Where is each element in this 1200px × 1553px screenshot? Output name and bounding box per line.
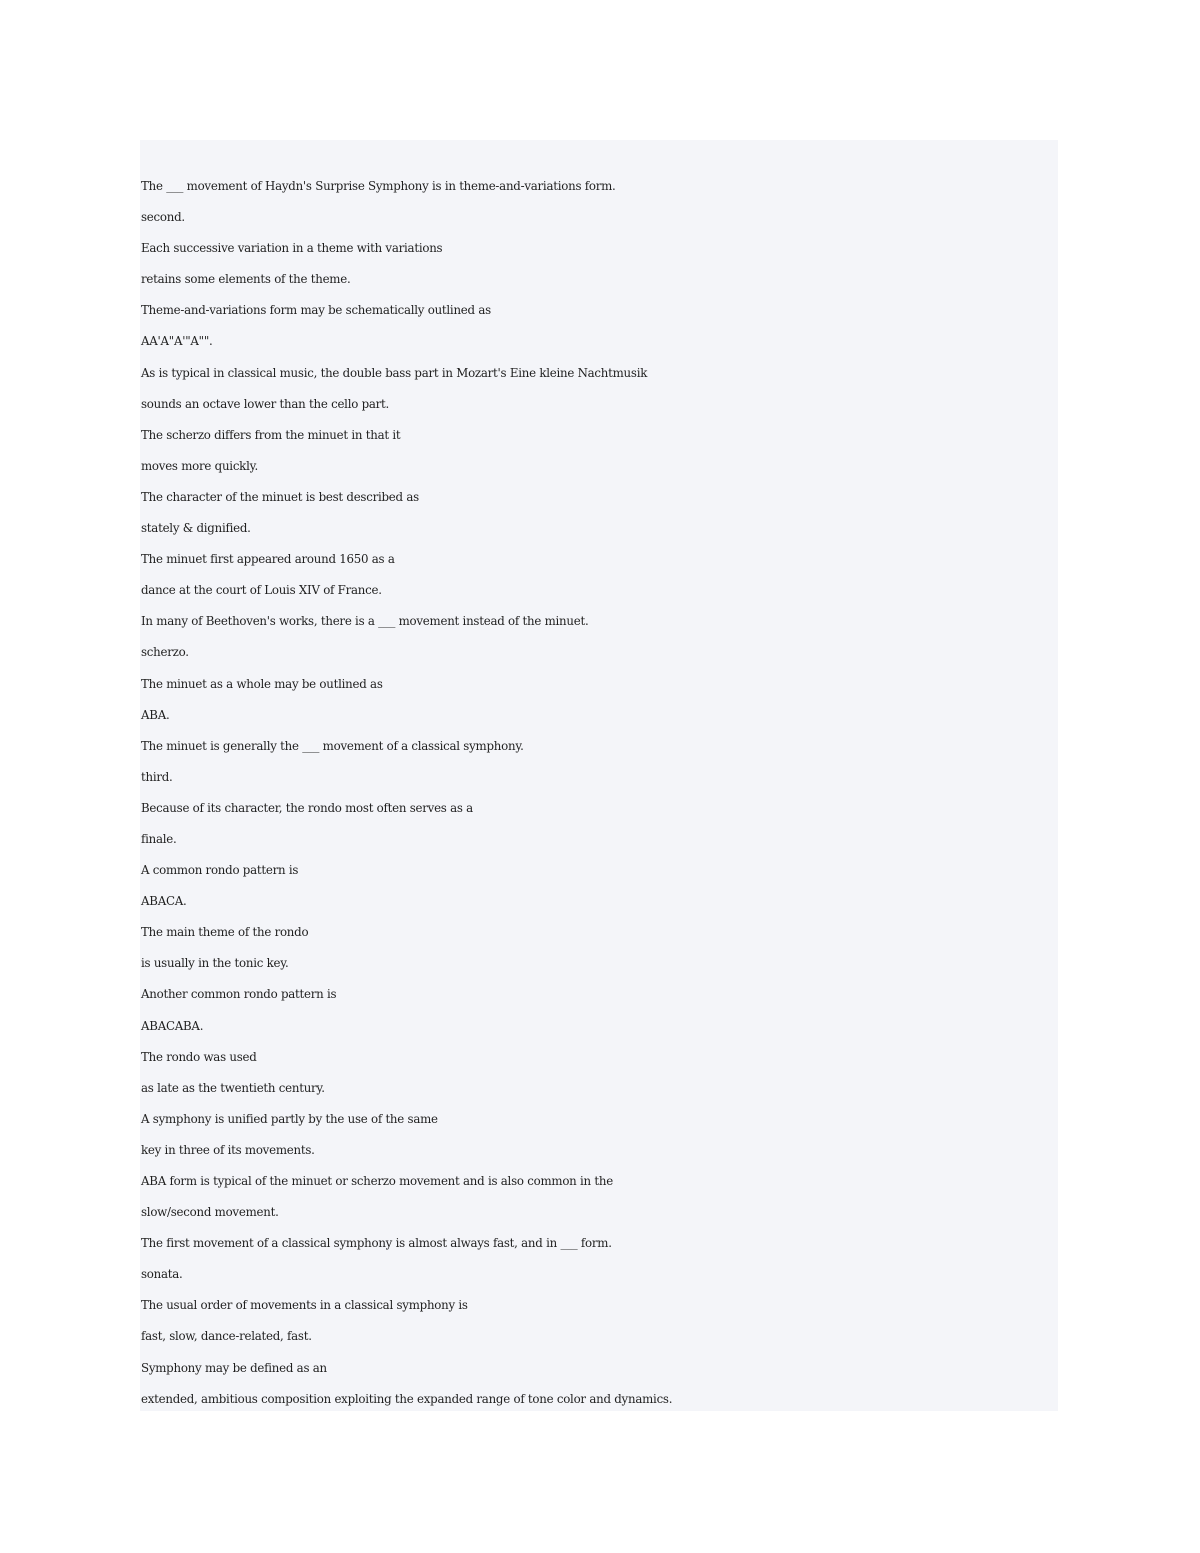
flashcard-term: The scherzo differs from the minuet in that it [141, 427, 401, 442]
flashcard-definition: sonata. [141, 1267, 183, 1282]
flashcard-definition: moves more quickly. [141, 458, 258, 473]
flashcard-item [140, 544, 1058, 606]
flashcard-definition: dance at the court of Louis XIV of France. [141, 583, 382, 598]
flashcard-term: Symphony may be defined as an [141, 1360, 327, 1375]
flashcard-term: A symphony is unified partly by the use of the same [141, 1111, 438, 1126]
flashcard-item [140, 233, 1058, 295]
flashcard-item [140, 358, 1058, 420]
flashcard-definition: stately & dignified. [141, 521, 251, 536]
flashcard-item [140, 295, 1058, 357]
flashcard-term: The main theme of the rondo [141, 925, 309, 940]
flashcard-item [140, 606, 1058, 668]
flashcard-item [140, 731, 1058, 793]
flashcard-item [140, 1290, 1058, 1352]
flashcard-item [140, 1353, 1058, 1415]
flashcard-item [140, 1104, 1058, 1166]
flashcard-definition: scherzo. [141, 645, 189, 660]
flashcard-definition: fast, slow, dance-related, fast. [141, 1329, 312, 1344]
flashcard-definition: finale. [141, 831, 177, 846]
flashcard-definition: as late as the twentieth century. [141, 1080, 325, 1095]
flashcard-item [140, 1228, 1058, 1290]
flashcard-item [140, 979, 1058, 1041]
flashcard-term: A common rondo pattern is [141, 863, 299, 878]
flashcard-definition: second. [141, 210, 185, 225]
flashcard-term: Each successive variation in a theme with variations [141, 241, 443, 256]
flashcard-term: The usual order of movements in a classical symphony is [141, 1298, 468, 1313]
flashcard-term: The minuet first appeared around 1650 as a [141, 552, 395, 567]
flashcard-definition: is usually in the tonic key. [141, 956, 289, 971]
flashcard-definition: extended, ambitious composition exploiting the expanded range of tone color and dynamics. [141, 1391, 673, 1406]
flashcard-definition: sounds an octave lower than the cello part. [141, 396, 390, 411]
flashcard-item [140, 669, 1058, 731]
flashcard-definition: ABACA. [141, 894, 187, 909]
flashcard-term: The rondo was used [141, 1049, 257, 1064]
flashcard-term: The first movement of a classical symphony is almost always fast, and in ___ form. [141, 1236, 612, 1251]
flashcard-term: The character of the minuet is best described as [141, 489, 419, 504]
flashcard-item [140, 420, 1058, 482]
flashcard-definition: key in three of its movements. [141, 1142, 315, 1157]
flashcard-definition: slow/second movement. [141, 1205, 279, 1220]
flashcard-term: In many of Beethoven's works, there is a ___ movement instead of the minuet. [141, 614, 589, 629]
flashcard-definition: ABACABA. [141, 1018, 204, 1033]
flashcard-item [140, 1042, 1058, 1104]
flashcard-text-panel [140, 140, 1058, 1411]
flashcard-item [140, 1166, 1058, 1228]
flashcard-item [140, 917, 1058, 979]
flashcard-term: Because of its character, the rondo most often serves as a [141, 800, 473, 815]
flashcard-item [140, 171, 1058, 233]
flashcard-term: Theme-and-variations form may be schematically outlined as [141, 303, 491, 318]
flashcard-term: The minuet as a whole may be outlined as [141, 676, 383, 691]
flashcard-term: Another common rondo pattern is [141, 987, 337, 1002]
flashcard-term: ABA form is typical of the minuet or scherzo movement and is also common in the [141, 1174, 613, 1188]
flashcard-item [140, 855, 1058, 917]
flashcard-item [140, 793, 1058, 855]
flashcard-definition: retains some elements of the theme. [141, 272, 351, 287]
flashcard-term: As is typical in classical music, the double bass part in Mozart's Eine kleine Nachtmusik [141, 365, 648, 380]
flashcard-term: The minuet is generally the ___ movement of a classical symphony. [141, 738, 524, 753]
flashcard-term: The ___ movement of Haydn's Surprise Symphony is in theme-and-variations form. [141, 179, 616, 193]
flashcard-item [140, 482, 1058, 544]
flashcard-definition: third. [141, 769, 173, 784]
flashcard-definition: ABA. [141, 707, 170, 722]
flashcard-definition: AA'A"A'"A"". [141, 334, 213, 349]
